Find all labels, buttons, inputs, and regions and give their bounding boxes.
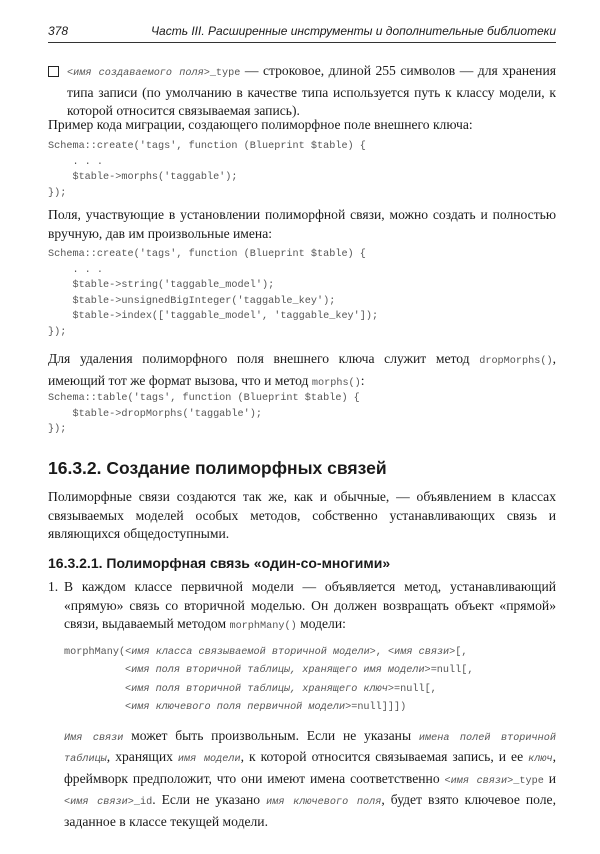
- sig-l2-a: <имя поля вторичной таблицы, хранящего имя модели>: [125, 665, 431, 676]
- note-t10: _type: [513, 775, 544, 787]
- item-number: 1.: [48, 579, 59, 594]
- note-t16: , будет взято ключевое поле, заданное в классе текущей модели.: [64, 792, 556, 829]
- para-manual-fields: Поля, участвующие в установлении полиморфной связи, можно создать и полностью вручную, дав им произвольные имена:: [48, 207, 556, 241]
- para-drop-morphs: [48, 350, 556, 393]
- section-intro: Полиморфные связи создаются так же, как и обычные, — объявлением в классах связываемых моделей особых методов, собственно устанавливающих связь и являющихся общедоступными.: [48, 489, 556, 541]
- item-text-end: модели:: [296, 616, 346, 631]
- numbered-item-1: [48, 578, 556, 831]
- item-text: [64, 578, 556, 637]
- section-heading: 16.3.2. Создание полиморфных связей: [48, 458, 387, 478]
- morphmany-method: morphMany(): [229, 621, 297, 632]
- sig-l3-b: =null[,: [394, 683, 437, 695]
- note-t1: Имя связи: [64, 732, 124, 744]
- sig-l4-b: =null]]]): [351, 702, 407, 713]
- signature-line-3: [64, 679, 556, 698]
- sig-l1-b: <имя класса связываемой вторичной модели>: [125, 646, 376, 658]
- checkbox-bullet-icon: [48, 66, 59, 77]
- note-t2: может быть произвольным. Если не указаны: [123, 727, 419, 743]
- code-manual-fields: Schema::create('tags', function (Blueprint $table) { . . . $table->string('taggable_model'); $table->unsignedBigInteger('taggable_key'); $table->index(['taggable_model', 'taggable_key']); });: [48, 249, 379, 338]
- sig-l4-a: <имя ключевого поля первичной модели>: [125, 702, 352, 713]
- drop-text-3: :: [360, 372, 365, 388]
- signature-line-4: [64, 697, 556, 716]
- note-t8: , фреймворк предположит, что они имеют имена соответственно: [64, 749, 556, 786]
- page-header: [48, 24, 556, 43]
- bullet-placeholder: <имя создаваемого поля>: [67, 68, 210, 79]
- morphs-method: morphs(): [311, 377, 361, 389]
- page-number: 378: [48, 24, 69, 38]
- note-t9: <имя связи>: [444, 775, 514, 787]
- note-t11: и: [543, 770, 556, 786]
- sig-l1-e: [,: [455, 646, 468, 658]
- sig-l1-c: ,: [375, 646, 389, 658]
- sig-l3-a: <имя поля вторичной таблицы, хранящего ключ>: [125, 683, 394, 695]
- note-t5: имя модели: [177, 754, 241, 765]
- note-t15: имя ключевого поля: [266, 797, 382, 808]
- bullet-suffix: _type: [209, 68, 241, 79]
- para-migration-example: Пример кода миграции, создающего полиморфное поле внешнего ключа:: [48, 117, 473, 132]
- drop-text-1: Для удаления полиморфного поля внешнего ключа служит метод: [48, 351, 480, 366]
- note-t13: _id: [133, 797, 153, 808]
- item-body: [64, 578, 556, 831]
- note-t6: , к которой относится связываемая запись, и ее: [240, 749, 529, 764]
- drop-text-2: , имеющий тот же формат вызова, что и метод: [48, 351, 556, 388]
- book-page: [48, 24, 556, 829]
- morphmany-signature: [64, 642, 556, 716]
- subsection-heading: 16.3.2.1. Полиморфная связь «один-со-многими»: [48, 555, 391, 571]
- type-field-bullet: [48, 62, 556, 121]
- running-title: Часть III. Расширенные инструменты и дополнительные библиотеки: [150, 24, 556, 38]
- item-note: [64, 727, 556, 832]
- drop-method: dropMorphs(): [479, 356, 553, 367]
- sig-l2-b: =null[,: [430, 665, 474, 676]
- note-t14: . Если не указано: [152, 792, 267, 807]
- note-t12: <имя связи>: [64, 797, 134, 808]
- signature-line-2: [64, 660, 556, 679]
- code-drop-morphs: Schema::table('tags', function (Blueprint $table) { $table->dropMorphs('taggable'); });: [48, 393, 360, 435]
- sig-l1-d: <имя связи>: [388, 646, 456, 658]
- note-t3: имена полей вторичной таблицы: [64, 732, 556, 765]
- note-t4: , хранящих: [106, 749, 178, 764]
- note-t7: ключ: [528, 754, 553, 765]
- bullet-text: [67, 62, 556, 121]
- bullet-description: — строковое, длиной 255 символов — для хранения типа записи (по умолчанию в качестве типа используется путь к классу модели, к которой относится связываемая запись).: [67, 63, 556, 118]
- sig-l1-a: morphMany(: [64, 646, 126, 658]
- item-text-main: В каждом классе первичной модели — объявляется метод, устанавливающий «прямую» связь со вторичной моделью. Он должен возвращать объект «прямой» связи, выдаваемый методом: [64, 579, 556, 631]
- code-morphs: Schema::create('tags', function (Blueprint $table) { . . . $table->morphs('taggable'); });: [48, 141, 366, 199]
- signature-line-1: [64, 642, 556, 661]
